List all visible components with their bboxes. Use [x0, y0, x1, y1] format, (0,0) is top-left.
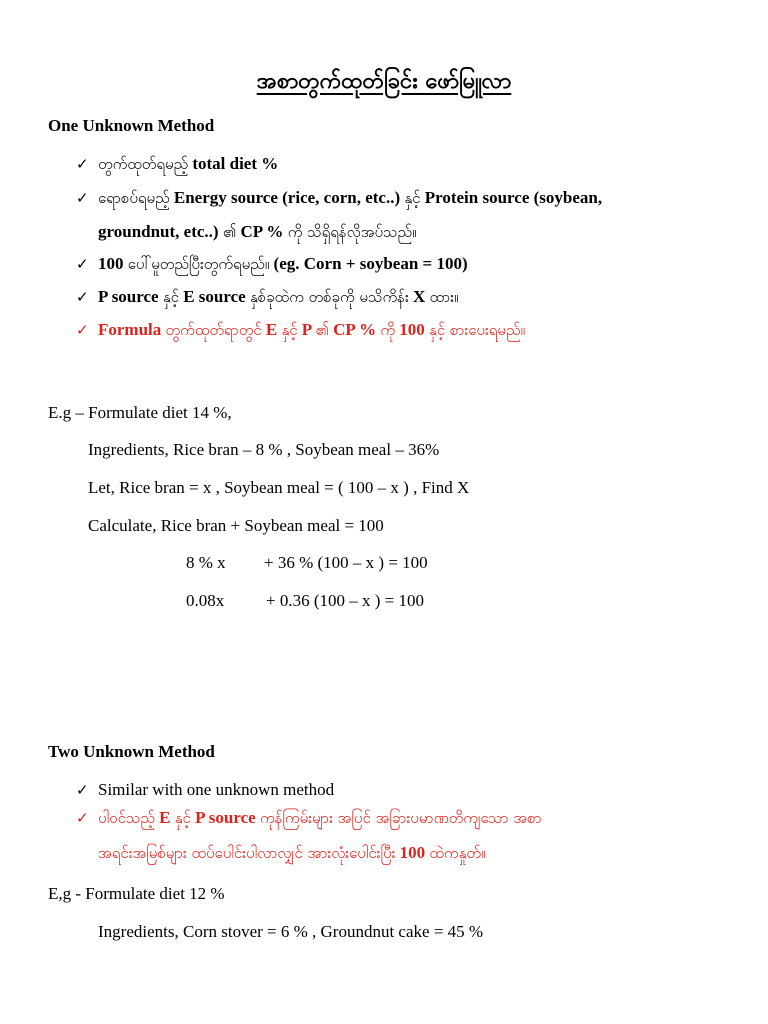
equation-2-right: + 0.36 (100 – x ) = 100	[266, 591, 424, 610]
bullet-item: ✓ ရောစပ်ရမည့် Energy source (rice, corn, etc..) နှင့် Protein source (soybean,	[76, 188, 603, 207]
example-intro: E.g – Formulate diet 14 %,	[48, 403, 232, 422]
bullet-item-source: ✓ ပါဝင်သည့် E နှင့် P source ကုန်ကြမ်းများ အပြင် အခြားပမာဏတိကျသော အစာ	[76, 808, 542, 827]
bullet-continuation: အရင်းအမြစ်များ ထပ်ပေါင်းပါလာလျှင် အားလုံးပေါင်းပြီး 100 ထဲကနှုတ်။	[98, 843, 486, 862]
checkmark-icon: ✓	[76, 255, 89, 273]
checkmark-icon: ✓	[76, 321, 89, 339]
section-heading-one-unknown: One Unknown Method	[48, 116, 215, 135]
checkmark-icon: ✓	[76, 189, 89, 207]
equation-2-left: 0.08x	[186, 591, 225, 610]
checkmark-icon: ✓	[76, 155, 89, 173]
bullet-item: ✓ Similar with one unknown method	[76, 780, 335, 799]
equation-1-right: + 36 % (100 – x ) = 100	[264, 553, 428, 572]
checkmark-icon: ✓	[76, 288, 89, 306]
checkmark-icon: ✓	[76, 809, 89, 827]
example-2-ingredients: Ingredients, Corn stover = 6 % , Groundnut cake = 45 %	[98, 922, 484, 941]
example-2-intro: E,g - Formulate diet 12 %	[48, 884, 225, 903]
example-let: Let, Rice bran = x , Soybean meal = ( 100 – x ) , Find X	[88, 478, 470, 497]
page-title: အစာတွက်ထုတ်ခြင်း ဖော်မြူလာ	[256, 69, 512, 94]
bullet-item: ✓ တွက်ထုတ်ရမည့် total diet %	[76, 154, 279, 173]
example-calculate: Calculate, Rice bran + Soybean meal = 100	[88, 516, 384, 535]
bullet-item: ✓ P source နှင့် E source နှစ်ခုထဲက တစ်ခုကို မသိကိန်း X ထား။	[76, 287, 459, 306]
section-heading-two-unknown: Two Unknown Method	[48, 742, 215, 761]
bullet-continuation: groundnut, etc..) ၏ CP % ကို သိရှိရန်လိုအပ်သည်။	[98, 222, 417, 241]
checkmark-icon: ✓	[76, 781, 89, 799]
equation-1-left: 8 % x	[186, 553, 226, 572]
bullet-item-formula: ✓ Formula တွက်ထုတ်ရာတွင် E နှင့် P ၏ CP % ကို 100 နှင့် စားပေးရမည်။	[76, 320, 526, 339]
bullet-item: ✓ 100 ပေါ်မူတည်ပြီးတွက်ရမည်။ (eg. Corn + soybean = 100)	[76, 254, 468, 273]
example-ingredients: Ingredients, Rice bran – 8 % , Soybean meal – 36%	[88, 440, 440, 459]
